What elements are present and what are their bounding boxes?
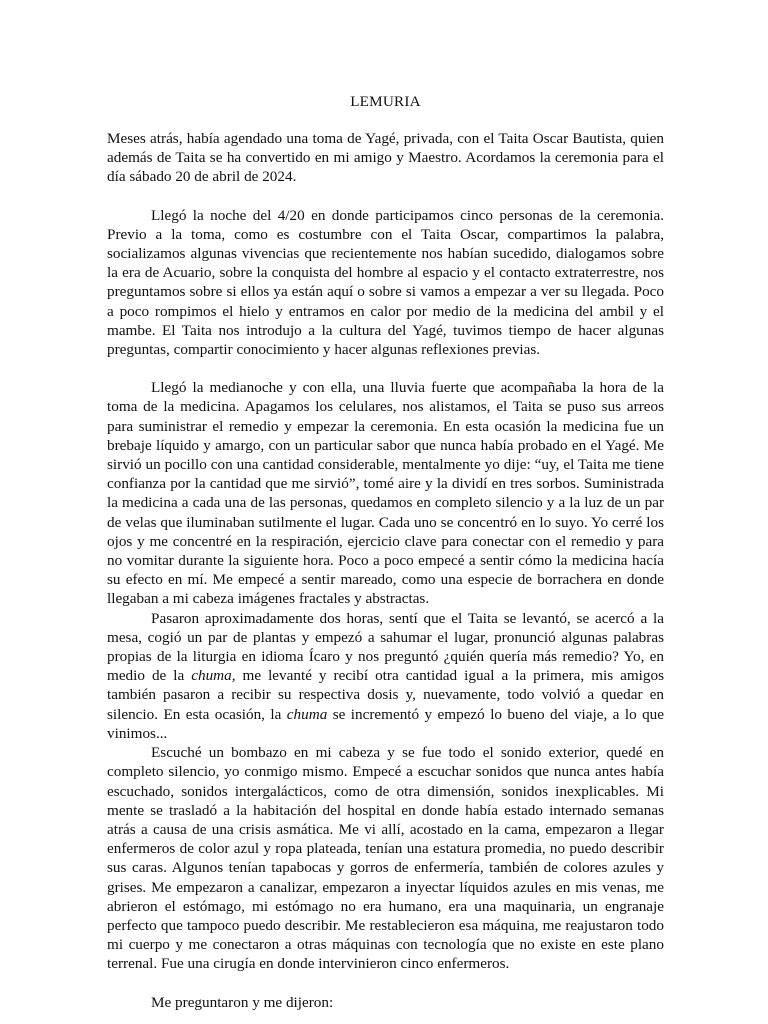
- document-body: [107, 129, 664, 1012]
- paragraph-text: me levanté y recibí otra cantidad igual a la primera, mis amigos también pasaron a recibir su respectiva dosis y, nuevamente, todo volvió a quedar en silencio. En esta ocasión, la: [107, 667, 665, 723]
- paragraph-text: Meses atrás, había agendado una toma de Yagé, privada, con el Taita Oscar Bautista, quien además de Taita se ha convertido en mi amigo y Maestro. Acordamos la ceremonia para el día sábado 20 de abril de 2024.: [107, 130, 664, 186]
- page-title: LEMURIA: [350, 93, 421, 110]
- paragraph-text: Pasaron aproximadamente dos horas, sentí que el Taita se levantó, se acercó a la mesa, cogió un par de plantas y empezó a sahumar el lugar, pronunció algunas palabras propias de la liturgia en idioma Ícaro y nos preguntó ¿quién quería más remedio? Yo, en medio de la: [107, 609, 664, 685]
- paragraph-p5: [107, 743, 664, 973]
- italic-term: chuma,: [191, 667, 236, 685]
- paragraph-p6: [107, 993, 664, 1012]
- paragraph-p1: [107, 129, 664, 187]
- paragraph-p3: [107, 378, 664, 608]
- paragraph-text: Escuché un bombazo en mi cabeza y se fue todo el sonido exterior, quedé en completo silencio, yo conmigo mismo. Empecé a escuchar sonidos que nunca antes había escuchado, sonidos intergalácticos, como de otra dimensión, sonidos inexplicables. Mi mente se trasladó a la habitación del hospital en donde había estado internado semanas atrás a causa de una crisis asmática. Me vi allí, acostado en la cama, empezaron a llegar enfermeros de color azul y ropa plateada, tenían una estatura promedia, no puedo describir sus caras. Algunos tenían tapabocas y gorros de enfermería, también de colores azules y grises. Me empezaron a canalizar, empezaron a inyectar líquidos azules en mis venas, me abrieron el estómago, mi estómago no era humano, era una maquinaria, un engranaje perfecto que tampoco puedo describir. Me restablecieron esa máquina, me reajustaron todo mi cuerpo y me conectaron a otras máquinas con tecnología que no existe en este plano terrenal. Fue una cirugía en donde intervinieron cinco enfermeros.: [107, 744, 664, 973]
- italic-term: chuma: [286, 705, 328, 723]
- paragraph-text: Llegó la noche del 4/20 en donde participamos cinco personas de la ceremonia. Previo a la toma, como es costumbre con el Taita Oscar, compartimos la palabra, socializamos algunas vivencias que recientemente nos habían sucedido, dialogamos sobre la era de Acuario, sobre la conquista del hombre al espacio y el contacto extraterrestre, nos preguntamos sobre si ellos ya están aquí o sobre si vamos a empezar a ver su llegada. Poco a poco rompimos el hielo y entramos en calor por medio de la medicina del ambil y el mambe. El Taita nos introdujo a la cultura del Yagé, tuvimos tiempo de hacer algunas preguntas, compartir conocimiento y hacer algunas reflexiones previas.: [107, 206, 664, 359]
- paragraph-text: se incrementó y empezó lo bueno del viaje, a lo que vinimos...: [107, 705, 665, 742]
- paragraph-text: Llegó la medianoche y con ella, una lluvia fuerte que acompañaba la hora de la toma de la medicina. Apagamos los celulares, nos alistamos, el Taita se puso sus arreos para suministrar el remedio y empezar la ceremonia. En esta ocasión la medicina fue un brebaje líquido y amargo, con un particular sabor que nunca había probado en el Yagé. Me sirvió un pocillo con una cantidad considerable, mentalmente yo dije: “uy, el Taita me tiene confianza por la cantidad que me sirvió”, tomé aire y la dividí en tres sorbos. Suministrada la medicina a cada una de las personas, quedamos en completo silencio y a la luz de un par de velas que iluminaban sutilmente el lugar. Cada uno se concentró en lo suyo. Yo cerré los ojos y me concentré en la respiración, ejercicio clave para conectar con el remedio y para no vomitar durante la siguiente hora. Poco a poco empecé a sentir cómo la medicina hacía su efecto en mí. Me empecé a sentir mareado, como una especie de borrachera en donde llegaban a mi cabeza imágenes fractales y abstractas.: [107, 379, 664, 608]
- paragraph-p2: [107, 206, 664, 360]
- paragraph-p4: [107, 609, 664, 743]
- paragraph-text: Me preguntaron y me dijeron:: [151, 993, 334, 1011]
